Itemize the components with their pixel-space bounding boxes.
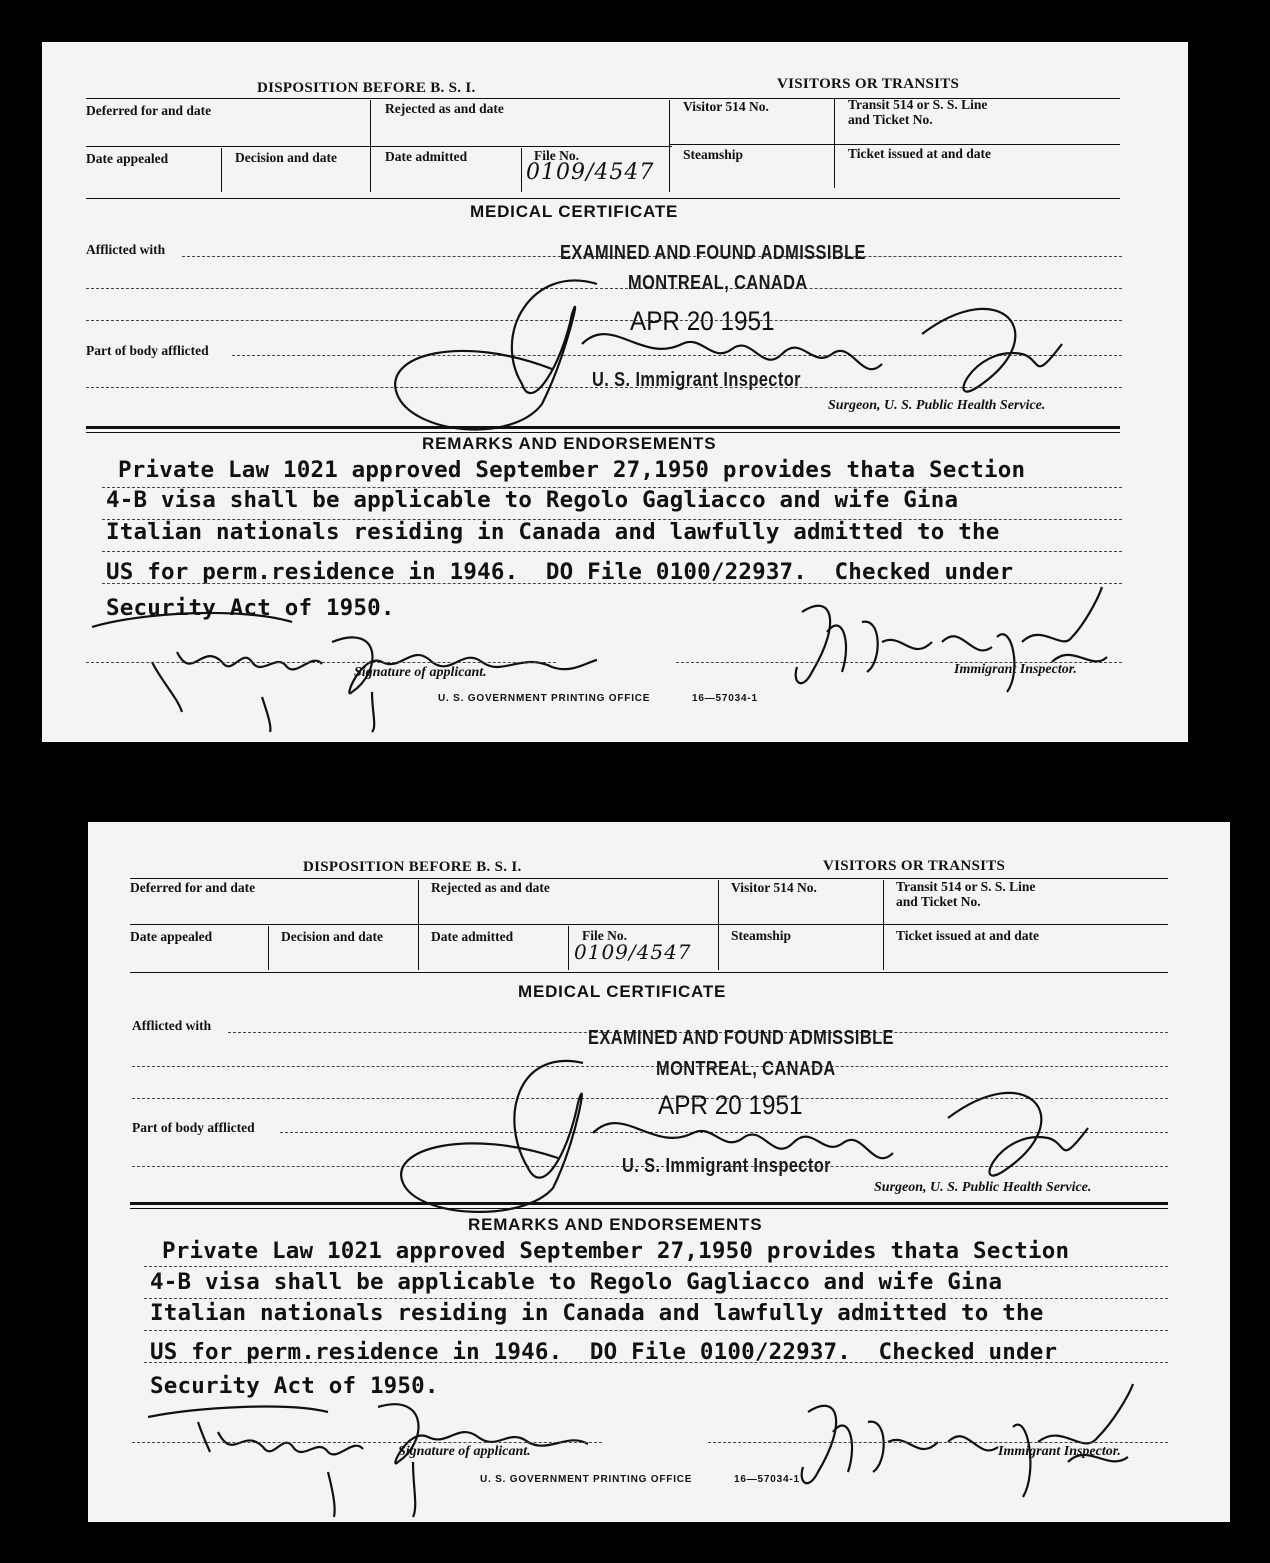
rejected-label: Rejected as and date: [431, 880, 550, 895]
remarks-header: REMARKS AND ENDORSEMENTS: [468, 1215, 763, 1234]
disposition-header: DISPOSITION BEFORE B. S. I.: [303, 859, 522, 875]
form-number: 16—57034-1: [734, 1474, 800, 1485]
immigration-card-front: [42, 42, 1188, 742]
date-admitted-label: Date admitted: [385, 149, 468, 164]
rejected-label: Rejected as and date: [385, 101, 504, 116]
medical-header: MEDICAL CERTIFICATE: [518, 982, 727, 1001]
dotted-line: [102, 551, 1122, 552]
divider: [418, 880, 419, 970]
form-number: 16—57034-1: [692, 693, 758, 704]
stamp-date: APR 20 1951: [658, 1090, 803, 1120]
divider: [718, 880, 719, 970]
inspector-label: Immigrant Inspector.: [998, 1444, 1121, 1459]
date-appealed-label: Date appealed: [130, 929, 213, 944]
stamp-date: APR 20 1951: [630, 306, 775, 336]
visitors-header: VISITORS OR TRANSITS: [777, 76, 960, 92]
transit-label: Transit 514 or S. S. Line and Ticket No.: [896, 879, 1036, 909]
transit-label: Transit 514 or S. S. Line and Ticket No.: [848, 97, 988, 127]
divider: [521, 148, 522, 192]
steamship-label: Steamship: [683, 147, 744, 162]
inspector-signature-2: [772, 582, 1112, 712]
deferred-label: Deferred for and date: [86, 103, 212, 118]
surgeon-label: Surgeon, U. S. Public Health Service.: [828, 398, 1046, 413]
file-no-label: File No.: [582, 928, 627, 943]
double-rule: [86, 426, 1120, 429]
divider: [834, 98, 835, 188]
deferred-label: Deferred for and date: [130, 880, 256, 895]
decision-label: Decision and date: [235, 150, 338, 165]
divider: [883, 880, 884, 970]
divider: [268, 926, 269, 970]
signature-label: Signature of applicant.: [398, 1444, 531, 1459]
remarks-line-5: Security Act of 1950.: [106, 595, 395, 621]
steamship-label: Steamship: [731, 928, 792, 943]
row-rule: [130, 924, 720, 925]
disposition-header: DISPOSITION BEFORE B. S. I.: [257, 80, 476, 96]
remarks-line-3: Italian nationals residing in Canada and lawfully admitted to the: [106, 519, 1000, 545]
file-no-label: File No.: [534, 148, 579, 163]
date-appealed-label: Date appealed: [86, 151, 169, 166]
surgeon-label: Surgeon, U. S. Public Health Service.: [874, 1180, 1092, 1195]
remarks-line-3: Italian nationals residing in Canada and lawfully admitted to the: [150, 1300, 1044, 1326]
stamp-inspector: U. S. Immigrant Inspector: [592, 369, 801, 391]
file-no-value: 0109/4547: [526, 160, 655, 185]
gpo-label: U. S. GOVERNMENT PRINTING OFFICE: [438, 693, 651, 704]
stamp-inspector: U. S. Immigrant Inspector: [622, 1155, 831, 1177]
part-of-body-label: Part of body afflicted: [132, 1120, 255, 1135]
divider: [221, 148, 222, 192]
row-rule: [670, 144, 1120, 145]
stamp-location: MONTREAL, CANADA: [656, 1058, 836, 1080]
decision-label: Decision and date: [281, 929, 384, 944]
inspector-signature: [382, 274, 1082, 434]
section-rule: [86, 198, 1120, 199]
applicant-signature: [82, 602, 602, 732]
row-rule: [719, 924, 1168, 925]
inspector-signature: [388, 1058, 1108, 1218]
signature-label: Signature of applicant.: [354, 665, 487, 680]
double-rule: [86, 432, 1120, 433]
row-rule: [86, 146, 672, 147]
visitors-header: VISITORS OR TRANSITS: [823, 858, 1006, 874]
double-rule: [130, 1208, 1168, 1209]
medical-header: MEDICAL CERTIFICATE: [470, 202, 679, 221]
date-admitted-label: Date admitted: [431, 929, 514, 944]
stamp-examined: EXAMINED AND FOUND ADMISSIBLE: [588, 1027, 894, 1049]
remarks-line-5: Security Act of 1950.: [150, 1373, 439, 1399]
remarks-line-1: Private Law 1021 approved September 27,1950 provides thata Section: [118, 457, 1026, 483]
section-rule: [130, 972, 1168, 973]
gpo-label: U. S. GOVERNMENT PRINTING OFFICE: [480, 1474, 693, 1485]
signature-line: [132, 1442, 602, 1443]
ticket-issued-label: Ticket issued at and date: [848, 146, 992, 161]
stamp-examined: EXAMINED AND FOUND ADMISSIBLE: [560, 242, 866, 264]
remarks-header: REMARKS AND ENDORSEMENTS: [422, 434, 717, 453]
inspector-line: [708, 1442, 1168, 1443]
remarks-line-4: US for perm.residence in 1946. DO File 0100/22937. Checked under: [150, 1339, 1058, 1365]
divider: [568, 926, 569, 970]
dotted-line: [144, 1330, 1168, 1331]
visitor-label: Visitor 514 No.: [683, 99, 769, 114]
signature-line: [86, 662, 556, 663]
remarks-line-2: 4-B visa shall be applicable to Regolo Gagliacco and wife Gina: [106, 487, 959, 513]
part-of-body-label: Part of body afflicted: [86, 343, 209, 358]
visitor-label: Visitor 514 No.: [731, 880, 817, 895]
double-rule: [130, 1202, 1168, 1205]
remarks-line-1: Private Law 1021 approved September 27,1950 provides thata Section: [162, 1238, 1070, 1264]
file-no-value: 0109/4547: [574, 940, 692, 964]
remarks-line-2: 4-B visa shall be applicable to Regolo Gagliacco and wife Gina: [150, 1269, 1003, 1295]
remarks-line-4: US for perm.residence in 1946. DO File 0100/22937. Checked under: [106, 559, 1014, 585]
afflicted-label: Afflicted with: [86, 242, 166, 257]
afflicted-label: Afflicted with: [132, 1018, 212, 1033]
inspector-label: Immigrant Inspector.: [954, 662, 1077, 677]
immigration-card-back: [88, 822, 1230, 1522]
stamp-location: MONTREAL, CANADA: [628, 272, 808, 294]
ticket-issued-label: Ticket issued at and date: [896, 928, 1040, 943]
